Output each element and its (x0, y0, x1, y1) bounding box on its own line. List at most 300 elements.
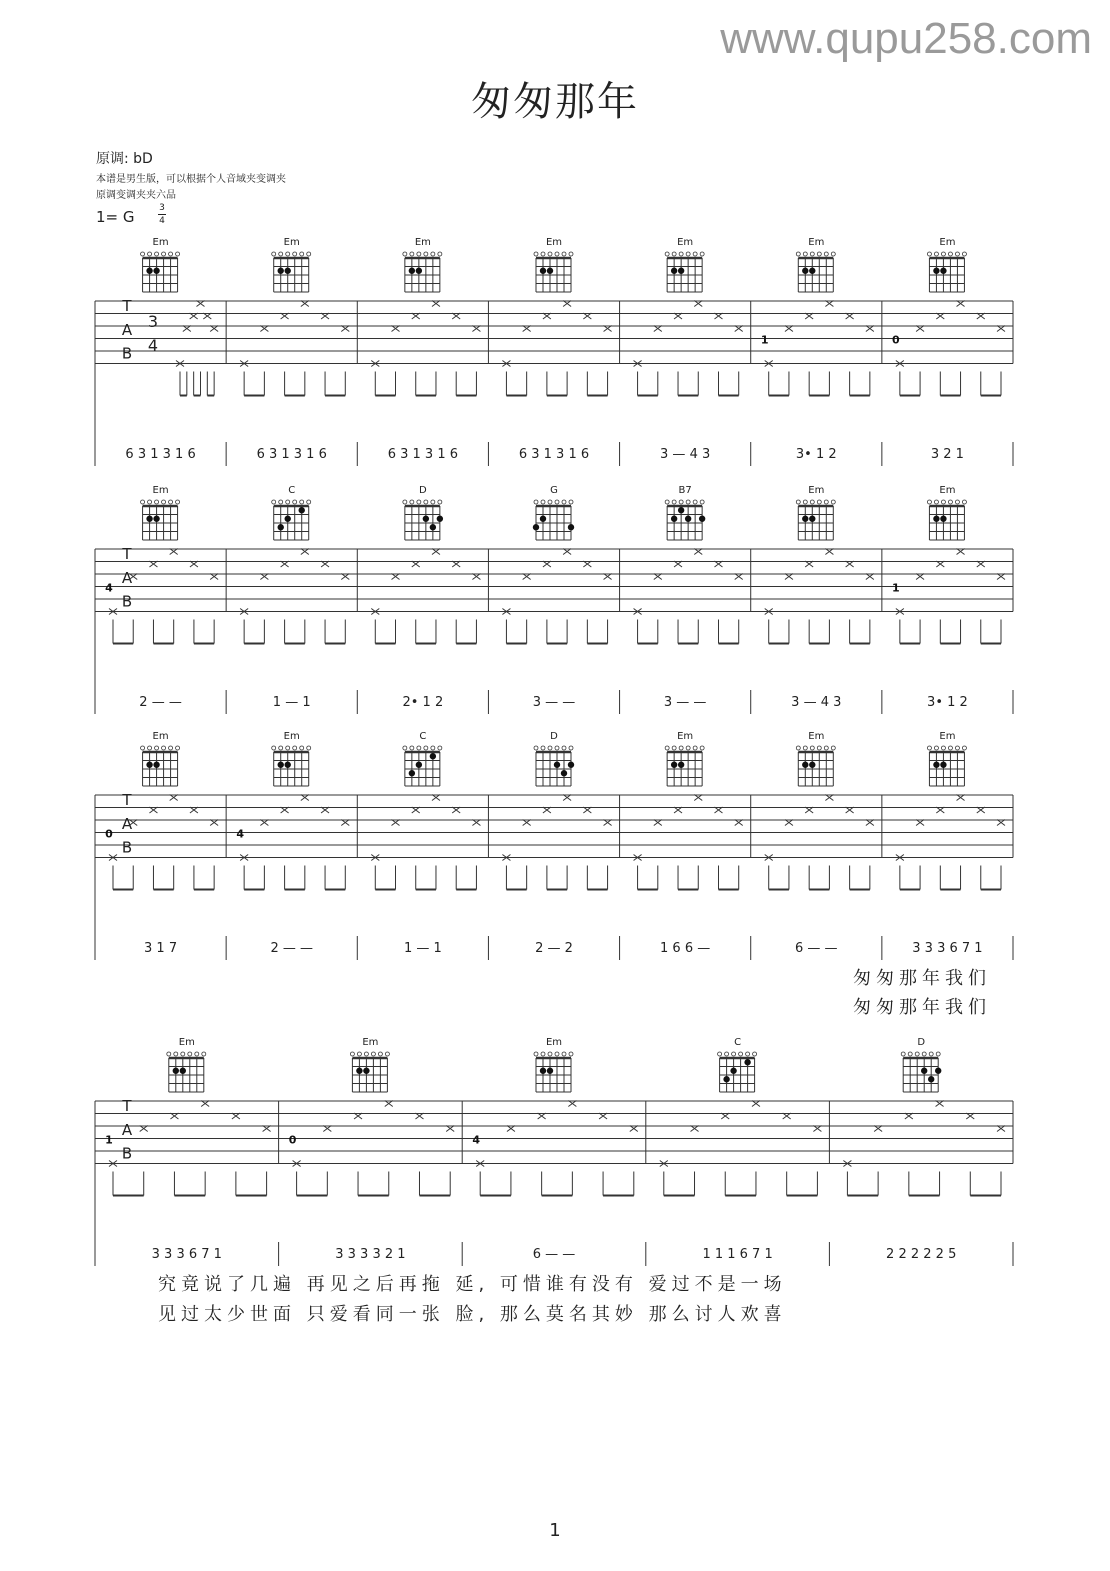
chord-open-string (955, 746, 959, 750)
chord-name: Em (414, 237, 431, 248)
chord-finger-dot (423, 516, 429, 522)
chord-open-string (357, 1052, 361, 1056)
chord-open-string (286, 500, 290, 504)
chord-open-string (293, 252, 297, 256)
chord-open-string (824, 500, 828, 504)
chord-finger-dot (921, 1068, 927, 1074)
numbered-notation: 2 2 2 2 2 5 (886, 1247, 957, 1262)
chord-name: Em (152, 485, 169, 496)
system-3-svg (95, 730, 1015, 960)
numbered-notation: 1 1 1 6 7 1 (702, 1247, 773, 1262)
numbered-notation: 3 3 3 6 7 1 (151, 1247, 222, 1262)
chord-open-string (831, 252, 835, 256)
chord-finger-dot (409, 268, 415, 274)
chord-open-string (672, 746, 676, 750)
chord-open-string (169, 746, 173, 750)
numbered-notation: 3 — 4 3 (660, 447, 711, 462)
chord-name: Em (808, 237, 825, 248)
time-top: 3 (159, 203, 165, 213)
chord-open-string (922, 1052, 926, 1056)
numbered-notation: 6 3 1 3 1 6 (518, 447, 590, 462)
chord-open-string (188, 1052, 192, 1056)
chord-open-string (803, 500, 807, 504)
chord-open-string (169, 500, 173, 504)
chord-open-string (948, 252, 952, 256)
chord-finger-dot (356, 1068, 362, 1074)
chord-finger-dot (416, 762, 422, 768)
chord-open-string (410, 500, 414, 504)
chord-name: D (917, 1037, 926, 1048)
chord-open-string (286, 746, 290, 750)
tab-fret-number: 1 (760, 333, 769, 347)
chord-open-string (810, 252, 814, 256)
tab-letter: B (121, 592, 133, 611)
original-key: 原调: bD (96, 151, 153, 167)
numbered-notation: 6 3 1 3 1 6 (256, 447, 327, 462)
chord-open-string (300, 500, 304, 504)
chord-open-string (307, 746, 311, 750)
time-bottom: 4 (159, 216, 165, 226)
chord-open-string (927, 500, 931, 504)
chord-name: Em (178, 1037, 195, 1048)
chord-open-string (541, 252, 545, 256)
chord-name: G (550, 485, 558, 496)
chord-open-string (569, 1052, 573, 1056)
chord-open-string (686, 746, 690, 750)
chord-open-string (948, 500, 952, 504)
chord-open-string (693, 746, 697, 750)
chord-open-string (279, 252, 283, 256)
system-4 (95, 1036, 1015, 1266)
chord-open-string (679, 252, 683, 256)
chord-open-string (307, 500, 311, 504)
chord-open-string (562, 746, 566, 750)
chord-open-string (955, 500, 959, 504)
chord-open-string (148, 746, 152, 750)
chord-open-string (665, 746, 669, 750)
chord-name: C (734, 1037, 742, 1048)
chord-open-string (810, 746, 814, 750)
numbered-notation: 3 3 3 3 2 1 (335, 1247, 406, 1262)
chord-open-string (817, 500, 821, 504)
numbered-notation: 2• 1 2 (402, 695, 444, 710)
chord-open-string (181, 1052, 185, 1056)
watermark: www.qupu258.com (720, 14, 1092, 63)
chord-open-string (962, 746, 966, 750)
chord-open-string (410, 746, 414, 750)
chord-open-string (803, 252, 807, 256)
chord-finger-dot (547, 268, 553, 274)
tab-letter: T (122, 545, 132, 563)
chord-finger-dot (416, 268, 422, 274)
chord-open-string (569, 252, 573, 256)
numbered-notation: 3 2 1 (930, 447, 964, 462)
chord-open-string (732, 1052, 736, 1056)
chord-open-string (915, 1052, 919, 1056)
chord-finger-dot (153, 762, 159, 768)
chord-open-string (364, 1052, 368, 1056)
chord-finger-dot (278, 268, 284, 274)
tab-fret-number: 1 (892, 581, 900, 595)
chord-finger-dot (568, 524, 574, 530)
chord-open-string (162, 252, 166, 256)
chord-open-string (562, 252, 566, 256)
tab-letter: T (122, 297, 132, 315)
chord-name: Em (939, 485, 956, 496)
chord-open-string (155, 500, 159, 504)
chord-open-string (534, 500, 538, 504)
tab-time-bottom: 4 (147, 336, 159, 355)
system-2-svg (95, 484, 1015, 714)
chord-finger-dot (730, 1068, 736, 1074)
chord-open-string (534, 746, 538, 750)
chord-finger-dot (568, 762, 574, 768)
tab-fret-number: 1 (105, 1133, 113, 1147)
chord-open-string (307, 252, 311, 256)
chord-open-string (941, 500, 945, 504)
chord-open-string (417, 746, 421, 750)
tab-fret-number: 0 (288, 1133, 297, 1147)
chord-open-string (424, 252, 428, 256)
numbered-notation: 6 3 1 3 1 6 (125, 447, 196, 462)
chord-open-string (424, 500, 428, 504)
chord-name: Em (808, 485, 825, 496)
chord-open-string (541, 500, 545, 504)
system-4-svg (95, 1036, 1015, 1266)
chord-open-string (562, 500, 566, 504)
tab-letter: A (121, 568, 133, 587)
numbered-notation: 6 3 1 3 1 6 (387, 447, 459, 462)
chord-open-string (934, 500, 938, 504)
chord-open-string (272, 500, 276, 504)
system-1 (95, 236, 1015, 466)
chord-open-string (941, 746, 945, 750)
chord-open-string (169, 252, 173, 256)
chord-open-string (936, 1052, 940, 1056)
chord-finger-dot (409, 770, 415, 776)
chord-name: C (288, 485, 296, 496)
note-capo: 原调变调夹夹六品 (96, 190, 176, 201)
chord-open-string (810, 500, 814, 504)
page-number: 1 (549, 1520, 561, 1541)
chord-open-string (718, 1052, 722, 1056)
chord-finger-dot (940, 516, 946, 522)
page-title: 匆匆那年 (471, 79, 639, 125)
chord-finger-dot (933, 762, 939, 768)
chord-open-string (431, 746, 435, 750)
chord-open-string (350, 1052, 354, 1056)
chord-finger-dot (744, 1059, 750, 1065)
system-2 (95, 484, 1015, 714)
chord-finger-dot (146, 516, 152, 522)
chord-open-string (555, 500, 559, 504)
chord-open-string (672, 500, 676, 504)
chord-finger-dot (723, 1076, 729, 1082)
chord-name: D (419, 485, 427, 496)
lyric-row3-line2: 匆匆那年我们 (853, 997, 991, 1018)
chord-finger-dot (547, 1068, 553, 1074)
chord-finger-dot (809, 516, 815, 522)
chord-name: Em (808, 731, 825, 742)
chord-open-string (934, 252, 938, 256)
numbered-notation: 2 — — (270, 941, 313, 956)
chord-finger-dot (437, 516, 443, 522)
chord-open-string (948, 746, 952, 750)
chord-open-string (378, 1052, 382, 1056)
chord-open-string (955, 252, 959, 256)
chord-finger-dot (935, 1068, 941, 1074)
chord-finger-dot (173, 1068, 179, 1074)
chord-open-string (300, 746, 304, 750)
chord-open-string (371, 1052, 375, 1056)
chord-open-string (534, 1052, 538, 1056)
chord-name: Em (545, 1037, 563, 1048)
chord-finger-dot (685, 516, 691, 522)
chord-open-string (562, 1052, 566, 1056)
chord-open-string (817, 746, 821, 750)
chord-open-string (901, 1052, 905, 1056)
chord-open-string (195, 1052, 199, 1056)
tab-letter: A (121, 320, 133, 339)
numbered-notation: 3 3 3 6 7 1 (912, 941, 983, 956)
chord-finger-dot (153, 268, 159, 274)
chord-open-string (665, 252, 669, 256)
numbered-notation: 1 — 1 (403, 941, 442, 956)
system-3 (95, 730, 1015, 960)
chord-name: D (550, 731, 558, 742)
chord-open-string (569, 500, 573, 504)
chord-open-string (300, 252, 304, 256)
chord-finger-dot (699, 516, 705, 522)
chord-open-string (272, 252, 276, 256)
chord-open-string (700, 252, 704, 256)
lyric-row4-line2: 见过太少世面 只爱看同一张 脸, 那么莫名其妙 那么讨人欢喜 (158, 1304, 787, 1325)
chord-finger-dot (285, 762, 291, 768)
chord-finger-dot (540, 268, 546, 274)
tab-letter: T (122, 791, 132, 809)
chord-open-string (796, 746, 800, 750)
key-signature: 1= G (96, 208, 135, 226)
chord-open-string (686, 252, 690, 256)
chord-open-string (155, 252, 159, 256)
chord-open-string (438, 252, 442, 256)
tab-time-top: 3 (147, 312, 159, 331)
numbered-notation: 3 1 7 (144, 941, 178, 956)
numbered-notation: 3 — — (532, 695, 576, 710)
numbered-notation: 1 6 6 — (660, 941, 711, 956)
chord-finger-dot (278, 762, 284, 768)
chord-finger-dot (678, 507, 684, 513)
chord-open-string (746, 1052, 750, 1056)
chord-open-string (155, 746, 159, 750)
chord-finger-dot (533, 524, 539, 530)
tab-letter: B (121, 1144, 133, 1163)
chord-open-string (548, 1052, 552, 1056)
chord-open-string (272, 746, 276, 750)
chord-open-string (796, 252, 800, 256)
chord-open-string (548, 252, 552, 256)
chord-open-string (686, 500, 690, 504)
chord-finger-dot (933, 268, 939, 274)
chord-name: Em (939, 237, 956, 248)
chord-open-string (141, 252, 145, 256)
chord-open-string (824, 746, 828, 750)
chord-finger-dot (278, 524, 284, 530)
chord-open-string (541, 746, 545, 750)
chord-finger-dot (153, 516, 159, 522)
numbered-notation: 3 — 4 3 (791, 695, 842, 710)
chord-finger-dot (928, 1076, 934, 1082)
tab-fret-number: 4 (236, 827, 244, 841)
chord-open-string (803, 746, 807, 750)
chord-finger-dot (671, 516, 677, 522)
chord-finger-dot (430, 524, 436, 530)
chord-name: Em (362, 1037, 379, 1048)
chord-open-string (555, 746, 559, 750)
chord-open-string (385, 1052, 389, 1056)
tab-letter: B (121, 838, 133, 857)
chord-name: B7 (678, 485, 692, 496)
chord-open-string (279, 500, 283, 504)
chord-open-string (817, 252, 821, 256)
chord-finger-dot (146, 268, 152, 274)
chord-open-string (286, 252, 290, 256)
chord-open-string (548, 746, 552, 750)
chord-open-string (555, 252, 559, 256)
chord-open-string (176, 746, 180, 750)
tab-fret-number: 0 (105, 827, 113, 841)
chord-open-string (700, 746, 704, 750)
time-signature (158, 202, 166, 227)
numbered-notation: 1 — 1 (272, 695, 311, 710)
chord-open-string (438, 746, 442, 750)
chord-open-string (725, 1052, 729, 1056)
chord-open-string (927, 746, 931, 750)
chord-name: Em (283, 731, 300, 742)
lyric-row4-line1: 究竟说了几遍 再见之后再拖 延, 可惜谁有没有 爱过不是一场 (158, 1274, 787, 1295)
chord-open-string (693, 252, 697, 256)
chord-open-string (431, 500, 435, 504)
chord-name: Em (545, 237, 563, 248)
chord-finger-dot (146, 762, 152, 768)
tab-fret-number: 4 (472, 1133, 481, 1147)
numbered-notation: 6 — — (795, 941, 838, 956)
chord-open-string (941, 252, 945, 256)
chord-finger-dot (802, 268, 808, 274)
chord-name: Em (283, 237, 300, 248)
chord-open-string (176, 252, 180, 256)
chord-finger-dot (671, 762, 677, 768)
chord-open-string (431, 252, 435, 256)
chord-open-string (929, 1052, 933, 1056)
chord-open-string (908, 1052, 912, 1056)
numbered-notation: 6 — — (532, 1247, 576, 1262)
chord-finger-dot (285, 516, 291, 522)
chord-finger-dot (299, 507, 305, 513)
numbered-notation: 2 — 2 (535, 941, 573, 956)
chord-open-string (417, 252, 421, 256)
chord-open-string (534, 252, 538, 256)
chord-open-string (141, 500, 145, 504)
tab-fret-number: 0 (892, 333, 900, 347)
chord-open-string (962, 500, 966, 504)
chord-open-string (162, 500, 166, 504)
chord-open-string (293, 500, 297, 504)
chord-open-string (679, 500, 683, 504)
chord-finger-dot (540, 1068, 546, 1074)
chord-finger-dot (561, 770, 567, 776)
chord-finger-dot (363, 1068, 369, 1074)
chord-finger-dot (933, 516, 939, 522)
chord-open-string (555, 1052, 559, 1056)
chord-open-string (693, 500, 697, 504)
chord-finger-dot (802, 762, 808, 768)
chord-open-string (831, 500, 835, 504)
chord-open-string (927, 252, 931, 256)
chord-finger-dot (540, 516, 546, 522)
numbered-notation: 3• 1 2 (795, 447, 837, 462)
chord-open-string (796, 500, 800, 504)
chord-open-string (753, 1052, 757, 1056)
chord-finger-dot (285, 268, 291, 274)
chord-finger-dot (671, 268, 677, 274)
chord-open-string (293, 746, 297, 750)
chord-name: Em (677, 731, 694, 742)
chord-open-string (148, 500, 152, 504)
tab-letter: A (121, 814, 133, 833)
chord-open-string (167, 1052, 171, 1056)
tab-fret-number: 4 (105, 581, 113, 595)
chord-finger-dot (678, 762, 684, 768)
chord-finger-dot (809, 268, 815, 274)
chord-finger-dot (809, 762, 815, 768)
chord-open-string (410, 252, 414, 256)
chord-open-string (176, 500, 180, 504)
chord-name: Em (152, 731, 169, 742)
chord-open-string (831, 746, 835, 750)
chord-open-string (672, 252, 676, 256)
chord-finger-dot (940, 268, 946, 274)
lyric-row3-line1: 匆匆那年我们 (853, 968, 991, 989)
chord-open-string (174, 1052, 178, 1056)
tab-letter: T (122, 1097, 132, 1115)
numbered-notation: 2 — — (139, 695, 182, 710)
chord-open-string (569, 746, 573, 750)
chord-name: Em (939, 731, 956, 742)
chord-open-string (424, 746, 428, 750)
chord-open-string (417, 500, 421, 504)
chord-finger-dot (554, 762, 560, 768)
chord-open-string (934, 746, 938, 750)
chord-name: C (419, 731, 427, 742)
numbered-notation: 3 — — (663, 695, 707, 710)
chord-open-string (403, 746, 407, 750)
chord-open-string (739, 1052, 743, 1056)
chord-name: Em (677, 237, 694, 248)
chord-open-string (824, 252, 828, 256)
chord-finger-dot (678, 268, 684, 274)
chord-open-string (962, 252, 966, 256)
chord-open-string (700, 500, 704, 504)
chord-open-string (202, 1052, 206, 1056)
chord-open-string (403, 252, 407, 256)
tab-letter: A (121, 1120, 133, 1139)
chord-open-string (148, 252, 152, 256)
chord-open-string (665, 500, 669, 504)
chord-open-string (162, 746, 166, 750)
chord-open-string (679, 746, 683, 750)
chord-finger-dot (940, 762, 946, 768)
